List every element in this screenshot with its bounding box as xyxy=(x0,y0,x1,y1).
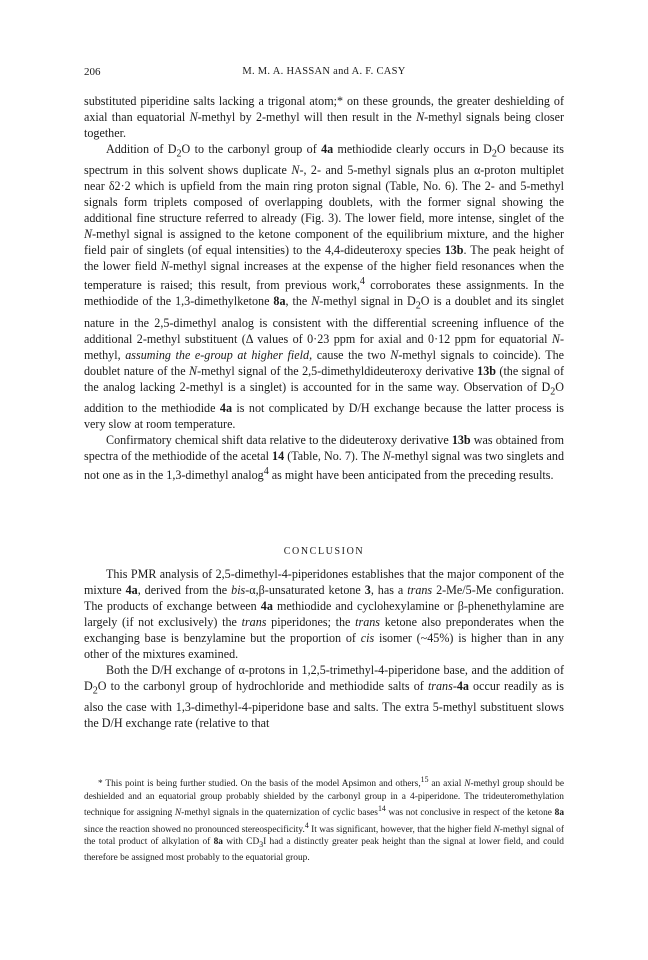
conclusion-text-block xyxy=(84,566,564,731)
footnote-text: * This point is being further studied. On the basis of the model Apsimon and others,$^{15}$ an axial N-methyl group should be deshielded and an equatorial group probably shielded by the carbonyl group in a 4-piperidone. The trideuteromethylation technique for assigning N-methyl signals in the quaternization of cyclic bases$^{14}$ was not conclusive in respect of the ketone 8a since the reaction showed no pronounced stereospecificity.$^4$ It was significant, however, that the higher field N-methyl signal of the total product of alkylation of 8a with $CD_3I$ had a distinctly greater peak height than the signal at lower field, and could therefore be assigned most probably to the equatorial group. xyxy=(84,775,565,863)
paragraph-continuation: substituted piperidine salts lacking a trigonal atom;* on these grounds, the greater deshielding of axial than equatorial N-methyl by 2-methyl will then result in the N-methyl signals being closer together. xyxy=(84,94,565,140)
page-number: 206 xyxy=(84,66,101,78)
running-head: M. M. A. HASSAN and A. F. CASY xyxy=(242,66,406,77)
conclusion-paragraph-1: This PMR analysis of 2,5-dimethyl-4-piperidones establishes that the major component of the mixture 4a, derived from the bis-α,β-unsaturated ketone 3, has a trans 2-Me/5-Me configuration. The products of exchange between 4a methiodide and cyclohexylamine or β-phenethylamine are largely (if not exclusively) the trans piperidones; the trans ketone also preponderates when the exchanging base is benzylamine but the proportion of cis isomer (~45%) is higher than in any other of the mixtures examined. xyxy=(84,567,564,661)
conclusion-paragraph-2: Both the D/H exchange of α-protons in 1,2,5-trimethyl-4-piperidone base, and the addition of $D_2O$ to the carbonyl group of hydrochloride and methiodide salts of trans-4a occur readily as is also the case with 1,3-dimethyl-4-piperidone base and salts. The extra 5-methyl substituent slows the D/H exchange rate (relative to that xyxy=(84,663,565,731)
paragraph-confirmatory: Confirmatory chemical shift data relative to the dideuteroxy derivative 13b was obtained from spectra of the methiodide of the acetal 14 (Table, No. 7). The N-methyl signal was two singlets and not one as in the 1,3-dimethyl analog$^4$ as might have been anticipated from the preceding results. xyxy=(84,433,564,483)
main-text-block xyxy=(84,93,564,483)
footnote xyxy=(84,774,564,864)
paragraph-d2o-addition: Addition of $D_2O$ to the carbonyl group of 4a methiodide clearly occurs in $D_2O$ because its spectrum in this solvent shows duplicate N-, 2- and 5-methyl signals plus an α-proton multiplet near δ2·2 which is upfield from the main ring proton signal (Table, No. 6). The 2- and 5-methyl signals form triplets composed of overlapping doublets, with the former signal showing the additional fine structure referred to already (Fig. 3). The lower field, more intense, singlet of the N-methyl signal is assigned to the ketone component of the equilibrium mixture, and the higher field pair of singlets (of equal intensities) to the 4,4-dideuteroxy species 13b. The peak height of the lower field N-methyl signal increases at the expense of the higher field resonances when the temperature is raised; this result, from previous work,$^4$ corroborates these assignments. In the methiodide of the 1,3-dimethylketone 8a, the N-methyl signal in $D_2O$ is a doublet and its singlet nature in the 2,5-dimethyl analog is consistent with the differential screening influence of the additional 2-methyl substituent (Δ values of 0·23 ppm for axial and 0·12 ppm for equatorial N-methyl, assuming the e-group at higher field, cause the two N-methyl signals to coincide). The doublet nature of the N-methyl signal of the 2,5-dimethyldideuteroxy derivative 13b (the signal of the analog lacking 2-methyl is a singlet) is accounted for in the same way. Observation of $D_2O$ addition to the methiodide 4a is not complicated by D/H exchange because the latter process is very slow at room temperature. xyxy=(84,142,565,432)
section-heading: CONCLUSION xyxy=(283,546,365,557)
